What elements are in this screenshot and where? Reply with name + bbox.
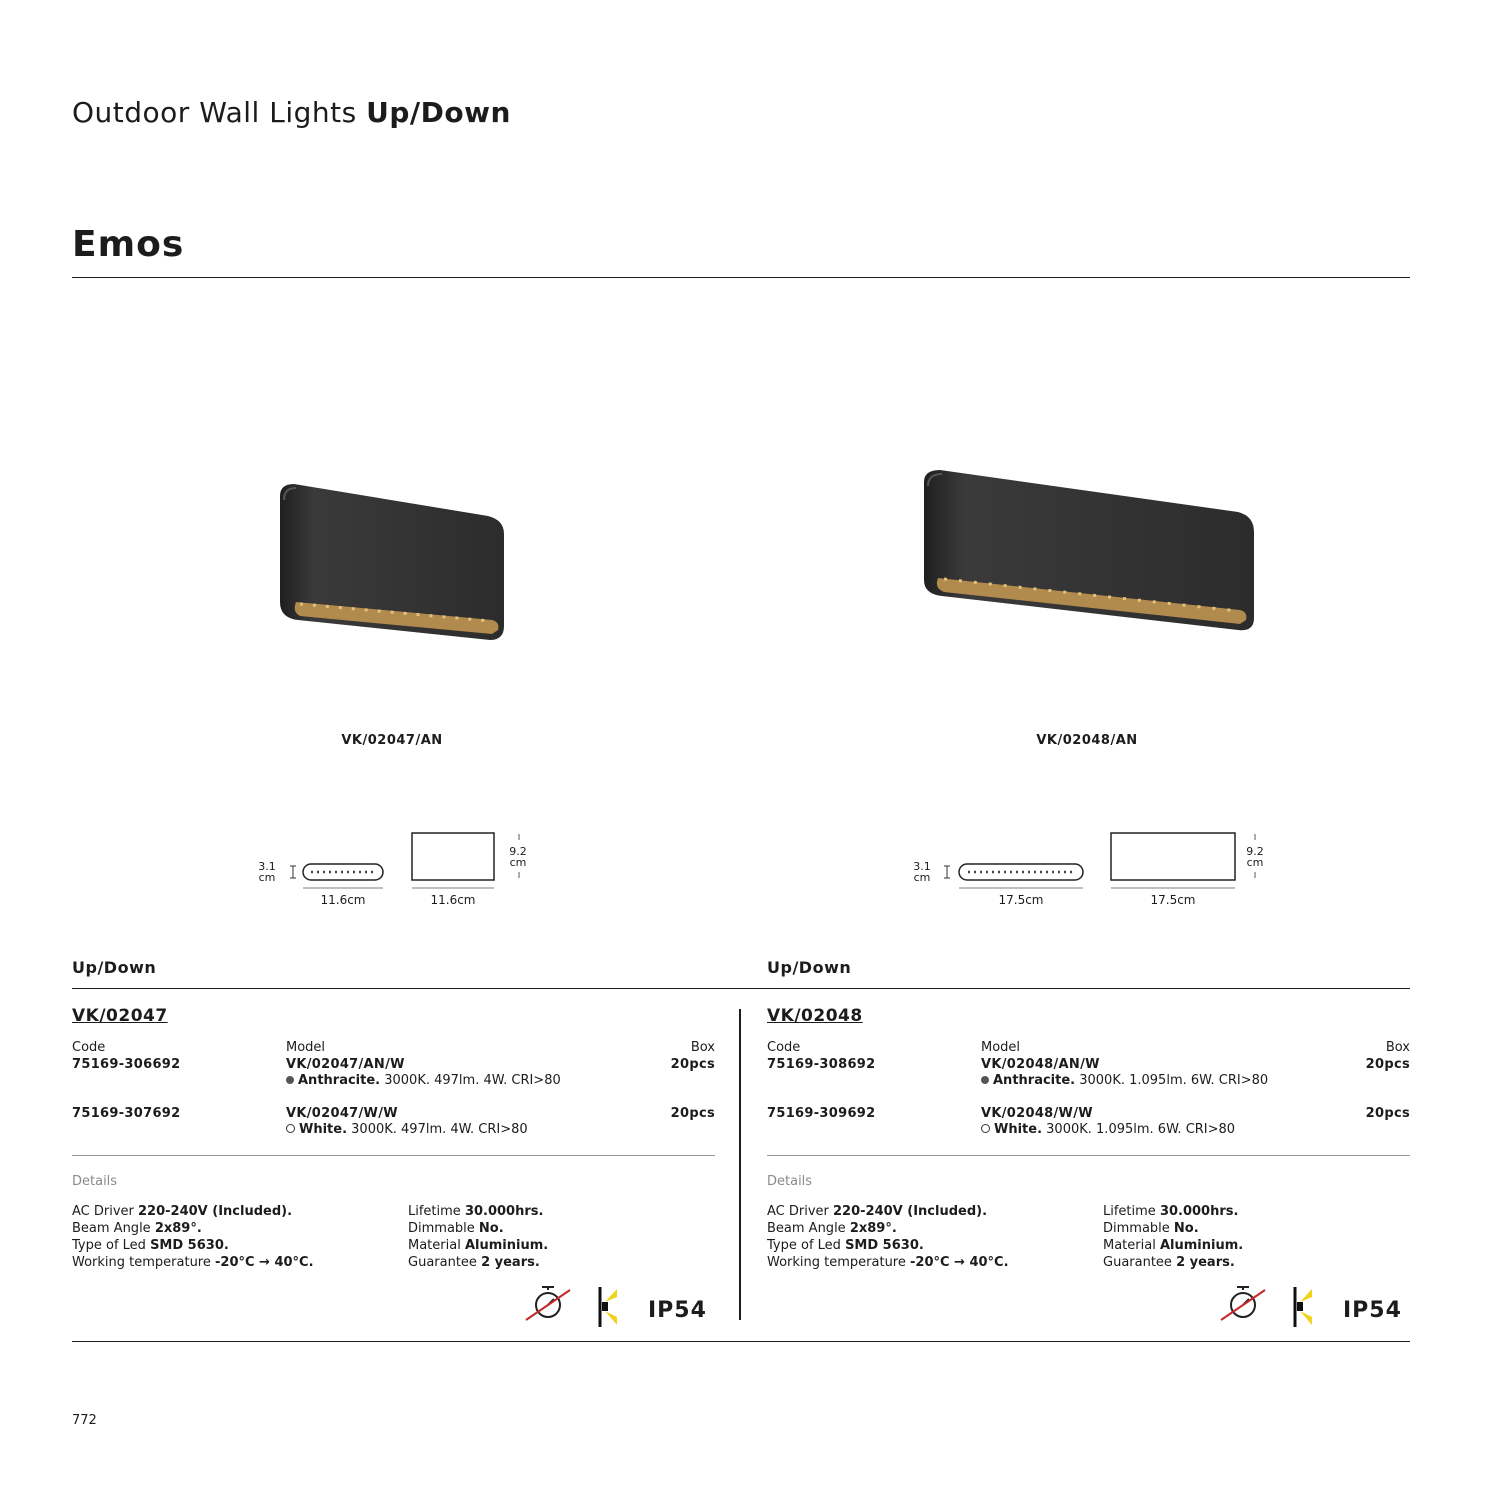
product-image-vk02047 <box>270 478 520 653</box>
height-value: 9.2 <box>1246 845 1264 858</box>
box-quantity: 20pcs <box>670 1106 715 1121</box>
height-unit: cm <box>1246 856 1264 869</box>
section-title-light: Outdoor Wall Lights <box>72 96 357 129</box>
details-label: Details <box>767 1174 813 1189</box>
up-down-beam-icon <box>1292 1287 1314 1327</box>
detail-beam-angle: Beam Angle 2x89°. <box>767 1221 897 1236</box>
detail-lifetime: Lifetime 30.000hrs. <box>1103 1204 1239 1219</box>
column-header-box: Box <box>1385 1040 1410 1055</box>
product-caption: VK/02048/AN <box>1036 733 1138 748</box>
box-quantity: 20pcs <box>1365 1106 1410 1121</box>
detail-guarantee: Guarantee 2 years. <box>1103 1255 1235 1270</box>
variant-spec <box>286 1122 528 1137</box>
front-width-label: 11.6cm <box>430 893 476 907</box>
detail-led-type: Type of Led SMD 5630. <box>767 1238 924 1253</box>
white-swatch-icon <box>286 1124 295 1133</box>
column-header-box: Box <box>690 1040 715 1055</box>
spec-section-heading: Up/Down <box>767 958 852 977</box>
product-code: 75169-309692 <box>767 1106 876 1121</box>
detail-dimmable: Dimmable No. <box>408 1221 504 1236</box>
dimension-drawing-vk02048 <box>940 826 1270 892</box>
ip-rating: IP54 <box>648 1298 707 1323</box>
product-code: 75169-308692 <box>767 1057 876 1072</box>
variant-spec-text: 3000K. 1.095lm. 6W. CRI>80 <box>1075 1073 1269 1088</box>
detail-beam-angle: Beam Angle 2x89°. <box>72 1221 202 1236</box>
product-family-title: Emos <box>72 224 185 265</box>
front-width-label: 17.5cm <box>1150 893 1196 907</box>
detail-driver: AC Driver 220-240V (Included). <box>72 1204 293 1219</box>
title-divider <box>72 277 1410 278</box>
white-swatch-icon <box>981 1124 990 1133</box>
box-quantity: 20pcs <box>670 1057 715 1072</box>
footer-divider <box>72 1341 1410 1342</box>
depth-value: 3.1 <box>258 860 276 873</box>
product-model: VK/02048/W/W <box>981 1106 1093 1121</box>
depth-unit: cm <box>913 871 931 884</box>
variant-spec <box>286 1073 561 1088</box>
variant-color: Anthracite. <box>993 1073 1076 1088</box>
detail-working-temp: Working temperature -20°C → 40°C. <box>72 1255 314 1270</box>
height-label <box>505 846 531 868</box>
side-width-label: 11.6cm <box>320 893 366 907</box>
up-down-beam-icon <box>597 1287 619 1327</box>
depth-unit: cm <box>258 871 276 884</box>
spec-divider <box>72 988 1410 989</box>
no-dimmer-icon <box>522 1284 574 1324</box>
detail-led-type: Type of Led SMD 5630. <box>72 1238 229 1253</box>
column-header-model: Model <box>286 1040 326 1055</box>
height-value: 9.2 <box>509 845 527 858</box>
column-header-model: Model <box>981 1040 1021 1055</box>
anthracite-swatch-icon <box>981 1076 989 1084</box>
details-right-list <box>408 1203 548 1271</box>
variant-spec <box>981 1122 1235 1137</box>
depth-label <box>254 861 280 883</box>
variant-color: White. <box>299 1122 348 1137</box>
anthracite-swatch-icon <box>286 1076 294 1084</box>
product-caption: VK/02047/AN <box>341 733 443 748</box>
product-code: 75169-307692 <box>72 1106 181 1121</box>
variant-spec <box>981 1073 1268 1088</box>
no-dimmer-icon <box>1217 1284 1269 1324</box>
details-label: Details <box>72 1174 118 1189</box>
detail-material: Material Aluminium. <box>408 1238 549 1253</box>
detail-lifetime: Lifetime 30.000hrs. <box>408 1204 544 1219</box>
ip-rating: IP54 <box>1343 1298 1402 1323</box>
section-title-bold: Up/Down <box>366 96 511 129</box>
details-right-list <box>1103 1203 1243 1271</box>
variant-spec-text: 3000K. 1.095lm. 6W. CRI>80 <box>1042 1122 1236 1137</box>
product-model: VK/02048/AN/W <box>981 1057 1100 1072</box>
product-code: 75169-306692 <box>72 1057 181 1072</box>
product-model: VK/02047/W/W <box>286 1106 398 1121</box>
height-unit: cm <box>509 856 527 869</box>
detail-material: Material Aluminium. <box>1103 1238 1244 1253</box>
depth-label <box>909 861 935 883</box>
spec-section-heading: Up/Down <box>72 958 157 977</box>
model-code-link[interactable]: VK/02047 <box>72 1006 168 1026</box>
variant-color: Anthracite. <box>298 1073 381 1088</box>
details-divider <box>767 1155 1410 1156</box>
details-divider <box>72 1155 715 1156</box>
column-header-code: Code <box>767 1040 801 1055</box>
product-image-vk02048 <box>914 462 1264 637</box>
catalog-section-title <box>72 96 511 129</box>
variant-color: White. <box>994 1122 1043 1137</box>
height-label <box>1242 846 1268 868</box>
page-number: 772 <box>72 1413 97 1428</box>
side-width-label: 17.5cm <box>998 893 1044 907</box>
product-model: VK/02047/AN/W <box>286 1057 405 1072</box>
variant-spec-text: 3000K. 497lm. 4W. CRI>80 <box>380 1073 561 1088</box>
model-code-link[interactable]: VK/02048 <box>767 1006 863 1026</box>
column-separator <box>739 1009 741 1320</box>
box-quantity: 20pcs <box>1365 1057 1410 1072</box>
column-header-code: Code <box>72 1040 106 1055</box>
details-left-list <box>767 1203 1009 1271</box>
depth-value: 3.1 <box>913 860 931 873</box>
dimension-drawing-vk02047 <box>286 826 536 892</box>
detail-working-temp: Working temperature -20°C → 40°C. <box>767 1255 1009 1270</box>
detail-driver: AC Driver 220-240V (Included). <box>767 1204 988 1219</box>
details-left-list <box>72 1203 314 1271</box>
detail-guarantee: Guarantee 2 years. <box>408 1255 540 1270</box>
detail-dimmable: Dimmable No. <box>1103 1221 1199 1236</box>
variant-spec-text: 3000K. 497lm. 4W. CRI>80 <box>347 1122 528 1137</box>
